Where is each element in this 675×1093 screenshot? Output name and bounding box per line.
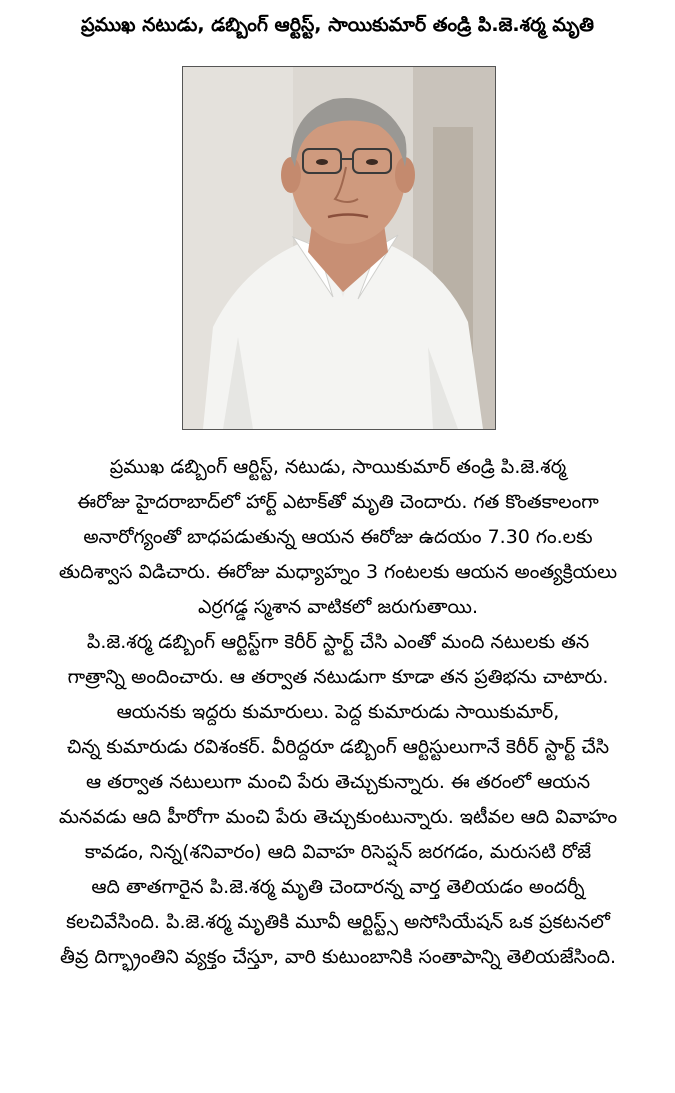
article-body <box>8 450 668 975</box>
text-line: పి.జె.శర్మ డబ్బింగ్ ఆర్టిస్ట్‌గా కెరీర్ స్టార్ట్ చేసి ఎంతో మంది నటులకు తన <box>86 631 590 653</box>
text-line: చిన్న కుమారుడు రవిశంకర్. వీరిద్దరూ డబ్బింగ్ ఆర్టిస్టులుగానే కెరీర్ స్టార్ట్ చేసి <box>66 736 610 758</box>
article-paragraph <box>8 625 668 975</box>
text-line: మనవడు ఆది హీరోగా మంచి పేరు తెచ్చుకుంటున్నారు. ఇటీవల ఆది వివాహం <box>58 806 618 828</box>
text-line: ప్రముఖ డబ్బింగ్ ఆర్టిస్ట్, నటుడు, సాయికుమార్ తండ్రి పి.జె.శర్మ <box>109 456 567 478</box>
text-line: కావడం, నిన్న(శనివారం) ఆది వివాహ రిసెప్షన్ జరగడం, మరుసటి రోజే <box>84 841 592 863</box>
text-line: గాత్రాన్ని అందించారు. ఆ తర్వాత నటుడుగా కూడా తన ప్రతిభను చాటారు. <box>67 666 609 688</box>
text-line: ఈరోజు హైదరాబాద్‌లో హార్ట్ ఎటాక్‌తో మృతి చెందారు. గత కొంతకాలంగా <box>77 491 599 513</box>
text-line: ఎర్రగడ్డ స్మశాన వాటికలో జరుగుతాయి. <box>197 596 478 618</box>
article-paragraph <box>8 450 668 625</box>
text-line: తుదిశ్వాస విడిచారు. ఈరోజు మధ్యాహ్నం 3 గంటలకు ఆయన అంత్యక్రియలు <box>58 561 618 583</box>
portrait-photo <box>182 66 496 430</box>
article-headline: ప్రముఖ నటుడు, డబ్బింగ్ ఆర్టిస్ట్, సాయికుమార్ తండ్రి పి.జె.శర్మ మృతి <box>80 14 595 36</box>
text-line: తీవ్ర దిగ్భ్రాంతిని వ్యక్తం చేస్తూ, వారి కుటుంబానికి సంతాపాన్ని తెలియజేసింది. <box>59 946 617 968</box>
text-line: ఆది తాతగారైన పి.జె.శర్మ మృతి చెందారన్న వార్త తెలియడం అందర్నీ <box>91 876 585 898</box>
text-line: ఆయనకు ఇద్దరు కుమారులు. పెద్ద కుమారుడు సాయికుమార్, <box>116 701 560 723</box>
portrait-illustration <box>183 67 495 429</box>
text-line: అనారోగ్యంతో బాధపడుతున్న ఆయన ఈరోజు ఉదయం 7.30 గం.లకు <box>83 526 593 548</box>
text-line: కలచివేసింది. పి.జె.శర్మ మృతికి మూవీ ఆర్టిస్ట్స్ అసోసియేషన్ ఒక ప్రకటనలో <box>66 911 610 933</box>
text-line: ఆ తర్వాత నటులుగా మంచి పేరు తెచ్చుకున్నారు. ఈ తరంలో ఆయన <box>85 771 591 793</box>
